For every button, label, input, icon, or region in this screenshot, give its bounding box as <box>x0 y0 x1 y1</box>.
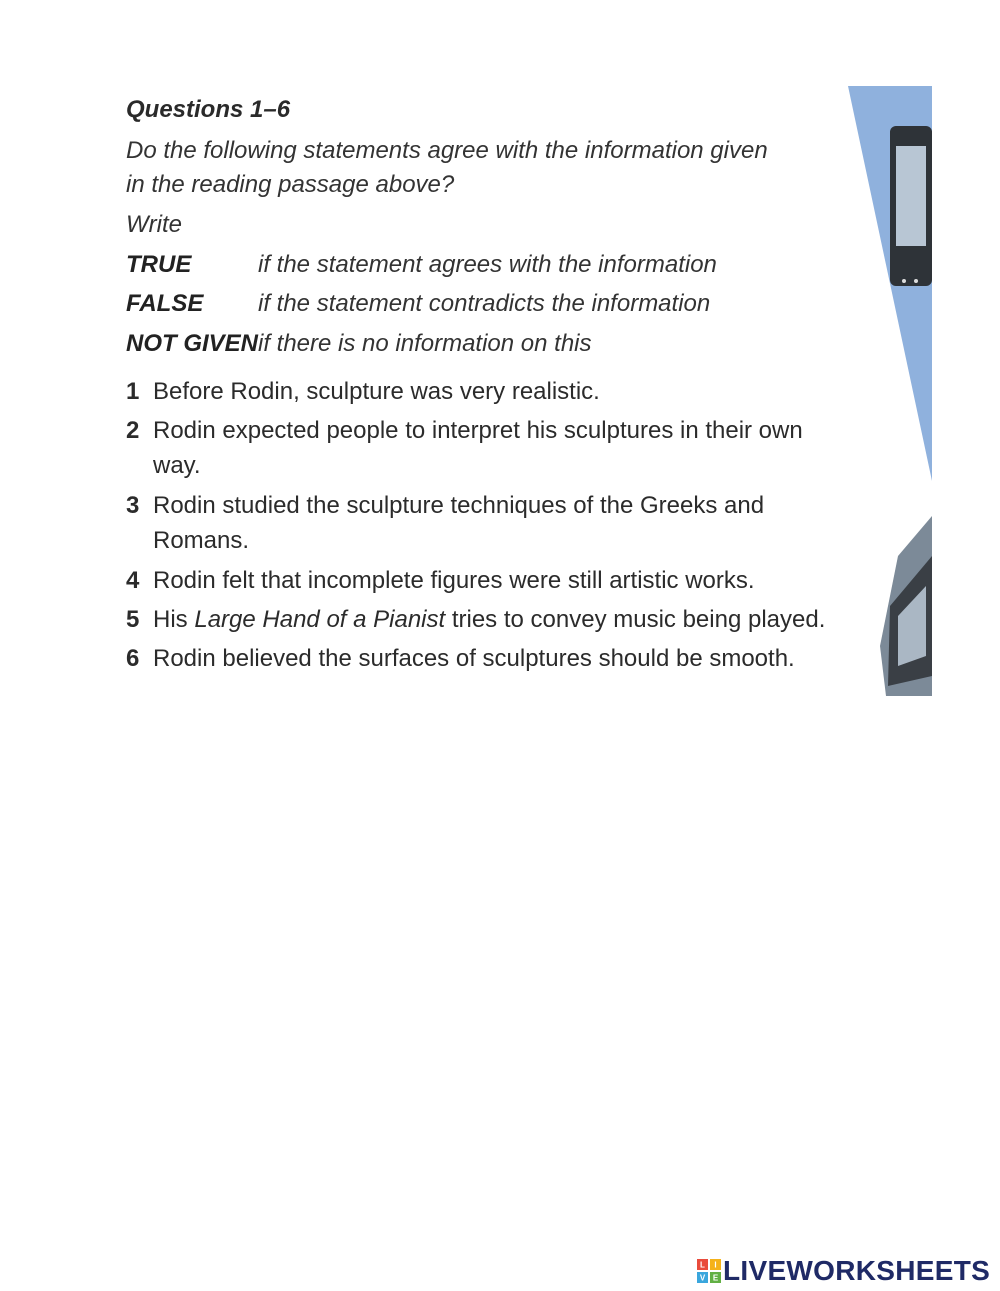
question-text: Rodin expected people to interpret his sculptures in their own way. <box>153 417 803 479</box>
liveworksheets-logo-icon <box>697 1259 721 1283</box>
key-definition: if there is no information on this <box>258 330 592 357</box>
svg-text:E: E <box>712 1273 719 1283</box>
question-number: 2 <box>126 417 140 444</box>
question-number: 5 <box>126 606 140 633</box>
artwork-title: Large Hand of a Pianist <box>194 606 446 633</box>
instruction-line-2: in the reading passage above? <box>126 171 455 198</box>
question-number: 6 <box>126 645 140 672</box>
sculpture-photo <box>846 86 932 696</box>
question-number: 1 <box>126 378 140 405</box>
question-number: 4 <box>126 567 140 594</box>
questions-heading: Questions 1–6 <box>126 96 291 123</box>
svg-text:I: I <box>714 1260 717 1270</box>
key-row-not-given <box>126 330 592 358</box>
key-row-false <box>126 290 710 318</box>
svg-text:L: L <box>700 1260 705 1270</box>
question-text: Rodin studied the sculpture techniques of the Greeks and Romans. <box>153 492 765 554</box>
brand-name: LIVEWORKSHEETS <box>723 1255 991 1286</box>
instruction-write: Write <box>126 211 182 238</box>
question-2 <box>126 413 866 483</box>
question-3 <box>126 488 866 558</box>
question-text <box>126 602 866 637</box>
question-6 <box>126 641 866 676</box>
question-4 <box>126 563 866 598</box>
key-definition: if the statement contradicts the information <box>258 290 711 317</box>
key-term: FALSE <box>126 290 204 317</box>
question-5 <box>126 602 866 637</box>
svg-text:V: V <box>699 1273 706 1283</box>
question-number: 3 <box>126 492 140 519</box>
question-text: Rodin believed the surfaces of sculptures should be smooth. <box>153 645 795 672</box>
key-term: NOT GIVEN <box>126 330 259 357</box>
question-text: Before Rodin, sculpture was very realistic. <box>153 378 600 405</box>
instruction-line-1: Do the following statements agree with the information given <box>126 137 768 164</box>
question-1 <box>126 374 866 409</box>
key-definition: if the statement agrees with the information <box>258 251 717 278</box>
key-row-true <box>126 251 717 279</box>
question-text-pre: His <box>153 606 195 633</box>
liveworksheets-brand <box>697 1255 990 1287</box>
question-text-post: tries to convey music being played. <box>445 606 826 633</box>
question-text: Rodin felt that incomplete figures were still artistic works. <box>153 567 755 594</box>
key-term: TRUE <box>126 251 192 278</box>
